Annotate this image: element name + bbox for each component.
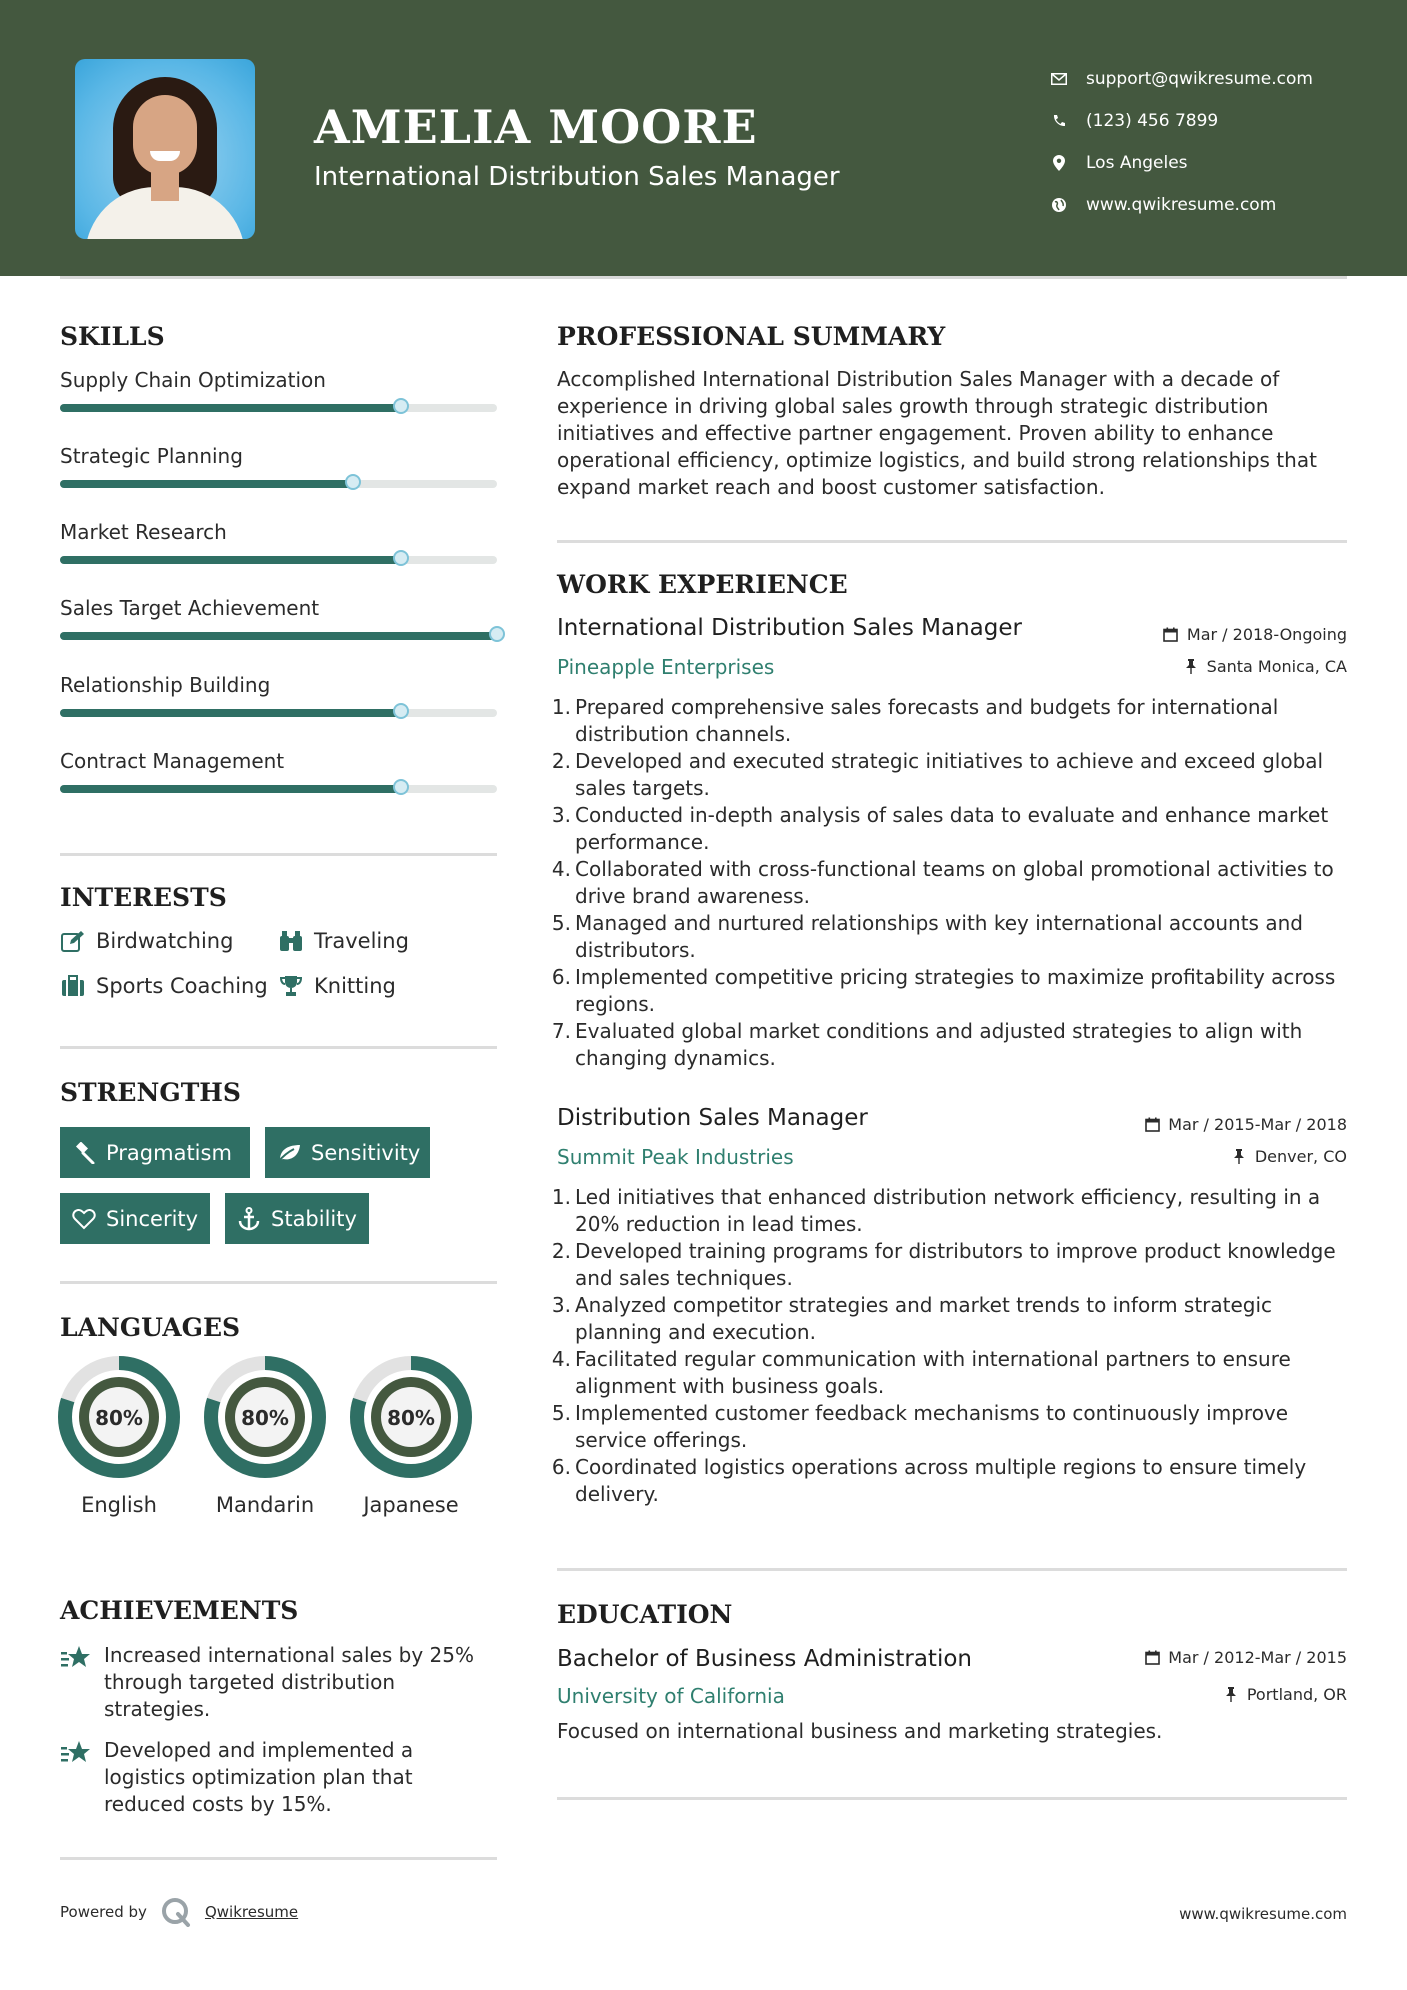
phone-icon [1050, 112, 1068, 130]
strengths-heading: STRENGTHS [60, 1078, 241, 1107]
job-location [1231, 1147, 1347, 1166]
language-percent: 80% [241, 1406, 289, 1430]
skill-label: Market Research [60, 520, 227, 544]
pushpin-icon [1223, 1687, 1239, 1703]
language-percent: 80% [387, 1406, 435, 1430]
duty-item: 3. Conducted in-depth analysis of sales data to evaluate and enhance market performance. [551, 803, 1329, 854]
duty-item: 3. Analyzed competitor strategies and market trends to inform strategic planning and execution. [551, 1293, 1273, 1344]
interests-heading: INTERESTS [60, 883, 227, 912]
education-description: Focused on international business and marketing strategies. [557, 1719, 1163, 1743]
skill-knob [393, 398, 409, 414]
job-dates-text: Mar / 2015-Mar / 2018 [1168, 1115, 1347, 1134]
star-list-icon [60, 1737, 92, 1769]
skill-item [60, 368, 497, 444]
skill-item [60, 444, 497, 520]
globe-icon [1050, 196, 1068, 214]
skill-fill [60, 556, 401, 564]
job-title: Distribution Sales Manager [557, 1105, 868, 1131]
location-icon [1050, 154, 1068, 172]
duty-item: 6. Coordinated logistics operations across multiple regions to ensure timely delivery. [551, 1455, 1307, 1506]
pushpin-icon [1231, 1149, 1247, 1165]
strength-label: Stability [271, 1206, 357, 1231]
footer-website[interactable]: www.qwikresume.com [1179, 1905, 1347, 1923]
envelope-icon [1050, 70, 1068, 88]
calendar-icon [1144, 1650, 1160, 1666]
summary-text: Accomplished International Distribution Sales Manager with a decade of experience in driving global sales growth through strategic distribution initiatives and effective partner engagement. Proven ability to enhance operational efficiency, optimize logistics, and build strong relationships that expand market reach and boost customer satisfaction. [557, 367, 1317, 499]
contact-website[interactable] [1050, 184, 1380, 226]
skill-item [60, 749, 497, 825]
section-divider [60, 1857, 497, 1860]
interest-label: Traveling [314, 929, 409, 953]
company-name: Summit Peak Industries [557, 1145, 794, 1169]
skill-label: Supply Chain Optimization [60, 368, 326, 392]
job-dates [1144, 1115, 1347, 1134]
heart-icon [72, 1207, 96, 1231]
education-location [1223, 1685, 1347, 1704]
contact-phone[interactable] [1050, 100, 1380, 142]
language-name: Mandarin [215, 1493, 315, 1517]
education-dates-text: Mar / 2012-Mar / 2015 [1168, 1648, 1347, 1667]
section-divider [557, 1568, 1347, 1571]
skill-knob [345, 474, 361, 490]
interest-item [60, 928, 233, 954]
achievement-text: Developed and implemented a logistics optimization plan that reduced costs by 15%. [104, 1738, 414, 1816]
strength-badge [265, 1127, 430, 1178]
duty-item: 1. Prepared comprehensive sales forecasts and budgets for international distribution channels. [551, 695, 1279, 746]
skill-item [60, 596, 497, 672]
section-divider [60, 1046, 497, 1049]
duty-item: 2. Developed and executed strategic initiatives to achieve and exceed global sales targets. [551, 749, 1324, 800]
trophy-icon [278, 973, 304, 999]
contact-list [1050, 58, 1380, 226]
interest-item [278, 928, 409, 954]
education-dates [1144, 1648, 1347, 1667]
section-divider [60, 853, 497, 856]
job-location-text: Denver, CO [1254, 1147, 1347, 1166]
degree-title: Bachelor of Business Administration [557, 1646, 972, 1672]
binoculars-icon [278, 928, 304, 954]
job-dates-text: Mar / 2018-Ongoing [1186, 625, 1347, 644]
strength-badge [60, 1193, 210, 1244]
contact-location-text: Los Angeles [1086, 153, 1188, 173]
language-item [349, 1355, 473, 1517]
skill-item [60, 520, 497, 596]
section-divider [60, 1281, 497, 1284]
job-dates [1163, 625, 1347, 644]
skill-label: Relationship Building [60, 673, 271, 697]
achievement-text: Increased international sales by 25% through targeted distribution strategies. [104, 1643, 475, 1721]
duty-item: 5. Managed and nurtured relationships with key international accounts and distributors. [551, 911, 1303, 962]
interest-item [60, 973, 268, 999]
interest-item [278, 973, 396, 999]
skill-knob [393, 779, 409, 795]
education-location-text: Portland, OR [1246, 1685, 1347, 1704]
skill-knob [393, 550, 409, 566]
contact-website-text: www.qwikresume.com [1086, 195, 1277, 215]
language-name: Japanese [363, 1493, 459, 1517]
interest-label: Sports Coaching [96, 974, 268, 998]
pushpin-icon [1183, 659, 1199, 675]
duty-item: 6. Implemented competitive pricing strategies to maximize profitability across regions. [551, 965, 1336, 1016]
contact-email[interactable] [1050, 58, 1380, 100]
briefcase-icon [60, 973, 86, 999]
language-name: English [81, 1493, 157, 1517]
language-gauge [203, 1355, 327, 1479]
contact-email-text: support@qwikresume.com [1086, 69, 1313, 89]
job-location [1183, 657, 1347, 676]
duty-item: 7. Evaluated global market conditions and adjusted strategies to align with changing dynamics. [551, 1019, 1303, 1070]
skill-knob [489, 626, 505, 642]
language-item [57, 1355, 181, 1517]
experience-heading: WORK EXPERIENCE [557, 570, 848, 599]
language-gauge [57, 1355, 181, 1479]
language-percent: 80% [95, 1406, 143, 1430]
header-divider [60, 276, 1347, 279]
strength-label: Pragmatism [106, 1140, 232, 1165]
gavel-icon [72, 1141, 96, 1165]
interest-label: Knitting [314, 974, 396, 998]
strength-badge [60, 1127, 250, 1178]
education-heading: EDUCATION [557, 1600, 733, 1629]
strength-label: Sincerity [106, 1206, 199, 1231]
contact-location [1050, 142, 1380, 184]
qwikresume-logo-icon [161, 1897, 191, 1927]
strength-badge [225, 1193, 369, 1244]
duty-item: 5. Implemented customer feedback mechanisms to continuously improve service offerings. [551, 1401, 1289, 1452]
skill-fill [60, 709, 401, 717]
section-divider [557, 540, 1347, 543]
interest-label: Birdwatching [96, 929, 234, 953]
skill-fill [60, 480, 353, 488]
skill-label: Strategic Planning [60, 444, 243, 468]
job-duties [551, 1184, 1347, 1508]
job-title: International Distribution Sales Manager [557, 615, 1022, 641]
powered-by-label: Powered by [60, 1903, 147, 1921]
duty-item: 1. Led initiatives that enhanced distribution network efficiency, resulting in a 20% reduction in lead times. [551, 1185, 1321, 1236]
section-divider [557, 1797, 1347, 1800]
company-name: Pineapple Enterprises [557, 655, 775, 679]
pencil-square-icon [60, 928, 86, 954]
language-item [203, 1355, 327, 1517]
duty-item: 4. Facilitated regular communication with international partners to ensure alignment with business goals. [551, 1347, 1291, 1398]
star-list-icon [60, 1642, 92, 1674]
job-location-text: Santa Monica, CA [1206, 657, 1347, 676]
duty-item: 2. Developed training programs for distributors to improve product knowledge and sales techniques. [551, 1239, 1336, 1290]
calendar-icon [1163, 627, 1179, 643]
anchor-icon [237, 1207, 261, 1231]
skill-fill [60, 632, 497, 640]
language-gauge [349, 1355, 473, 1479]
footer-powered-by [60, 1897, 298, 1927]
leaf-icon [277, 1141, 301, 1165]
skill-label: Sales Target Achievement [60, 596, 320, 620]
skill-knob [393, 703, 409, 719]
candidate-title: International Distribution Sales Manager [314, 162, 840, 192]
skill-item [60, 673, 497, 749]
achievements-heading: ACHIEVEMENTS [60, 1596, 299, 1625]
contact-phone-text: (123) 456 7899 [1086, 111, 1219, 131]
duty-item: 4. Collaborated with cross-functional teams on global promotional activities to drive brand awareness. [551, 857, 1334, 908]
calendar-icon [1144, 1117, 1160, 1133]
candidate-name: AMELIA MOORE [314, 100, 758, 154]
job-duties [551, 694, 1347, 1072]
languages-heading: LANGUAGES [60, 1313, 241, 1342]
resume-header [0, 0, 1407, 276]
strength-label: Sensitivity [311, 1140, 421, 1165]
skill-label: Contract Management [60, 749, 285, 773]
achievement-item [60, 1737, 500, 1818]
skill-fill [60, 404, 401, 412]
summary-heading: PROFESSIONAL SUMMARY [557, 322, 946, 351]
brand-link[interactable]: Qwikresume [204, 1903, 299, 1921]
profile-photo [75, 59, 255, 239]
skills-heading: SKILLS [60, 322, 165, 351]
skill-fill [60, 785, 401, 793]
school-name: University of California [557, 1684, 785, 1708]
achievement-item [60, 1642, 500, 1723]
